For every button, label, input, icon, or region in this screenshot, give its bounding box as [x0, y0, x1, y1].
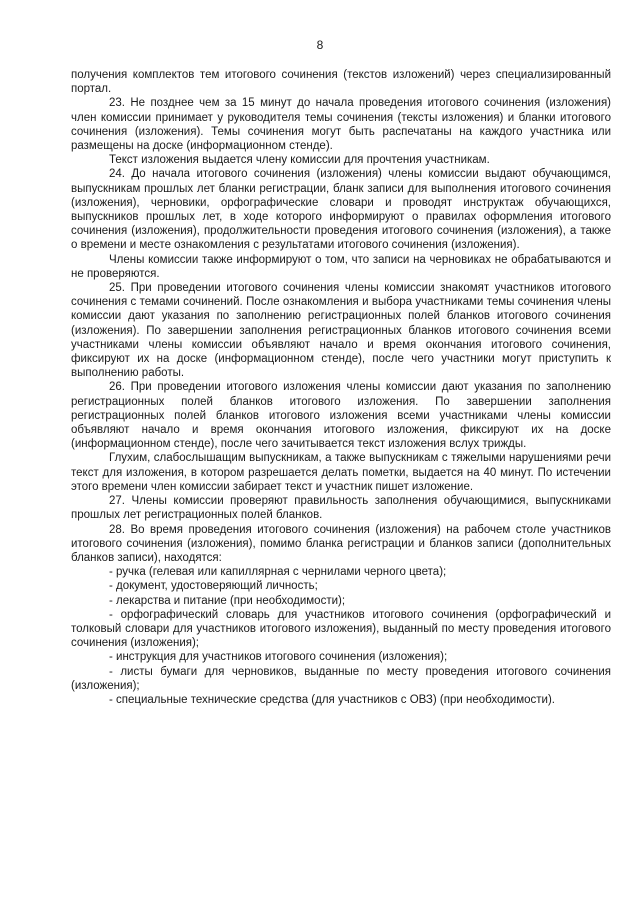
paragraph: Текст изложения выдается члену комиссии для прочтения участникам.	[109, 154, 490, 167]
list-item: - ручка (гелевая или капиллярная с чернилами черного цвета);	[109, 566, 447, 579]
paragraph: Глухим, слабослышащим выпускникам, а также выпускникам с тяжелыми нарушениями речи текст для изложения, в котором разрешается делать пометки, выдается на 40 минут. По истечении этого времени член комиссии забирает текст и участник пишет изложение.	[71, 452, 611, 493]
list-item: - инструкция для участников итогового сочинения (изложения);	[109, 651, 448, 664]
paragraph-item-25: 25. При проведении итогового сочинения члены комиссии знакомят участников итогового сочинения с темами сочинений. После ознакомления и выбора участниками темы сочинения члены комиссии дают указания по заполнению регистрационных полей бланков итогового сочинения (изложения). По завершении заполнения регистрационных бланков итогового сочинения всеми участниками члены комиссии объявляют начало и время окончания итогового сочинения, фиксируют их на доске (информационном стенде), после чего участники могут приступить к выполнению работы.	[71, 282, 611, 380]
paragraph-item-27: 27. Члены комиссии проверяют правильность заполнения обучающимися, выпускниками прошлых лет регистрационных полей бланков.	[71, 495, 611, 522]
list-item: - листы бумаги для черновиков, выданные по месту проведения итогового сочинения (изложения);	[71, 665, 611, 692]
document-body	[71, 68, 611, 707]
paragraph-item-26: 26. При проведении итогового изложения члены комиссии дают указания по заполнению регистрационных полей бланков итогового изложения. По завершении заполнения регистрационных полей бланков итогового изложения всеми участниками члены комиссии объявляют начало и время окончания итогового изложения, фиксируют их на доске (информационном стенде), после чего зачитывается текст изложения вслух трижды.	[71, 381, 611, 451]
paragraph-item-23: 23. Не позднее чем за 15 минут до начала проведения итогового сочинения (изложения) член комиссии принимает у руководителя темы сочинения (тексты изложения) и бланки итогового сочинения (изложения). Темы сочинения могут быть распечатаны на каждого участника или размещены на доске (информационном стенде).	[71, 97, 611, 153]
list-item: - лекарства и питание (при необходимости);	[109, 594, 346, 607]
page-number: 8	[316, 38, 324, 52]
list-item: - документ, удостоверяющий личность;	[109, 580, 318, 593]
list-item: - специальные технические средства (для участников с ОВЗ) (при необходимости).	[109, 693, 555, 706]
paragraph-item-24: 24. До начала итогового сочинения (изложения) члены комиссии выдают обучающимся, выпускникам прошлых лет бланки регистрации, бланк записи для выполнения итогового сочинения (изложения), черновики, орфографические словари и проводят инструктаж обучающихся, выпускников прошлых лет, в ходе которого информируют о правилах оформления итогового сочинения (изложения), продолжительности проведения итогового сочинения (изложения), а также о времени и месте ознакомления с результатами итогового сочинения (изложения).	[71, 168, 611, 252]
paragraph: Члены комиссии также информируют о том, что записи на черновиках не обрабатываются и не проверяются.	[71, 253, 611, 280]
list-item: - орфографический словарь для участников итогового сочинения (орфографический и толковый словари для участников итогового изложения), выданный по месту проведения итогового сочинения (изложения);	[71, 608, 611, 650]
paragraph-item-28: 28. Во время проведения итогового сочинения (изложения) на рабочем столе участников итогового сочинения (изложения), помимо бланка регистрации и бланков записи (дополнительных бланков записи), находятся:	[71, 523, 611, 564]
paragraph: получения комплектов тем итогового сочинения (текстов изложений) через специализированный портал.	[71, 69, 611, 96]
